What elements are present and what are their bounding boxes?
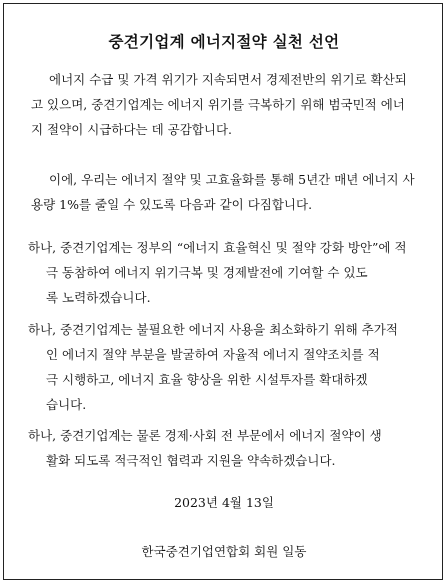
pledge-marker: 하나,	[28, 322, 57, 337]
pledge-line	[13, 235, 431, 260]
pledge-item	[13, 317, 431, 417]
pledge-line: 극 동참하여 에너지 위기극복 및 경제발전에 기여할 수 있도	[46, 265, 368, 280]
paragraph-line: 용량 1%를 줄일 수 있도록 다음과 같이 다짐합니다.	[31, 197, 313, 212]
pledge-marker: 하나,	[28, 428, 57, 443]
document-title: 중견기업계 에너지절약 실천 선언	[108, 33, 340, 51]
commitment-paragraph	[13, 167, 431, 217]
pledge-text: 중견기업계는 불필요한 에너지 사용을 최소화하기 위해 추가적	[60, 322, 398, 337]
pledge-line: 활화 되도록 적극적인 협력과 지원을 약속하겠습니다.	[46, 453, 336, 468]
signer-name: 한국중견기업연합회 회원 일동	[141, 544, 307, 559]
pledge-text: 중견기업계는 정부의 “에너지 효율혁신 및 절약 강화 방안”에 적	[60, 240, 407, 255]
pledge-line: 습니다.	[46, 397, 87, 412]
intro-paragraph	[13, 67, 431, 142]
pledge-item	[13, 235, 431, 310]
pledge-text: 중견기업계는 물론 경제·사회 전 부문에서 에너지 절약이 생	[60, 428, 382, 443]
pledge-line: 극 시행하고, 에너지 효율 향상을 위한 시설투자를 확대하겠	[46, 372, 368, 387]
paragraph-line: 고 있으며, 중견기업계는 에너지 위기를 극복하기 위해 범국민적 에너	[31, 97, 405, 112]
pledge-line: 록 노력하겠습니다.	[46, 290, 151, 305]
paragraph-line: 에너지 수급 및 가격 위기가 지속되면서 경제전반의 위기로 확산되	[49, 72, 407, 87]
paragraph-line: 이에, 우리는 에너지 절약 및 고효율화를 통해 5년간 매년 에너지 사	[49, 172, 415, 187]
declaration-date: 2023년 4월 13일	[174, 495, 274, 510]
pledge-line	[13, 423, 431, 448]
pledge-marker: 하나,	[28, 240, 57, 255]
pledge-line	[13, 317, 431, 342]
pledge-line: 인 에너지 절약 부분을 발굴하여 자율적 에너지 절약조치를 적	[46, 347, 380, 362]
pledge-item	[13, 423, 431, 473]
paragraph-line: 지 절약이 시급하다는 데 공감합니다.	[31, 122, 232, 137]
